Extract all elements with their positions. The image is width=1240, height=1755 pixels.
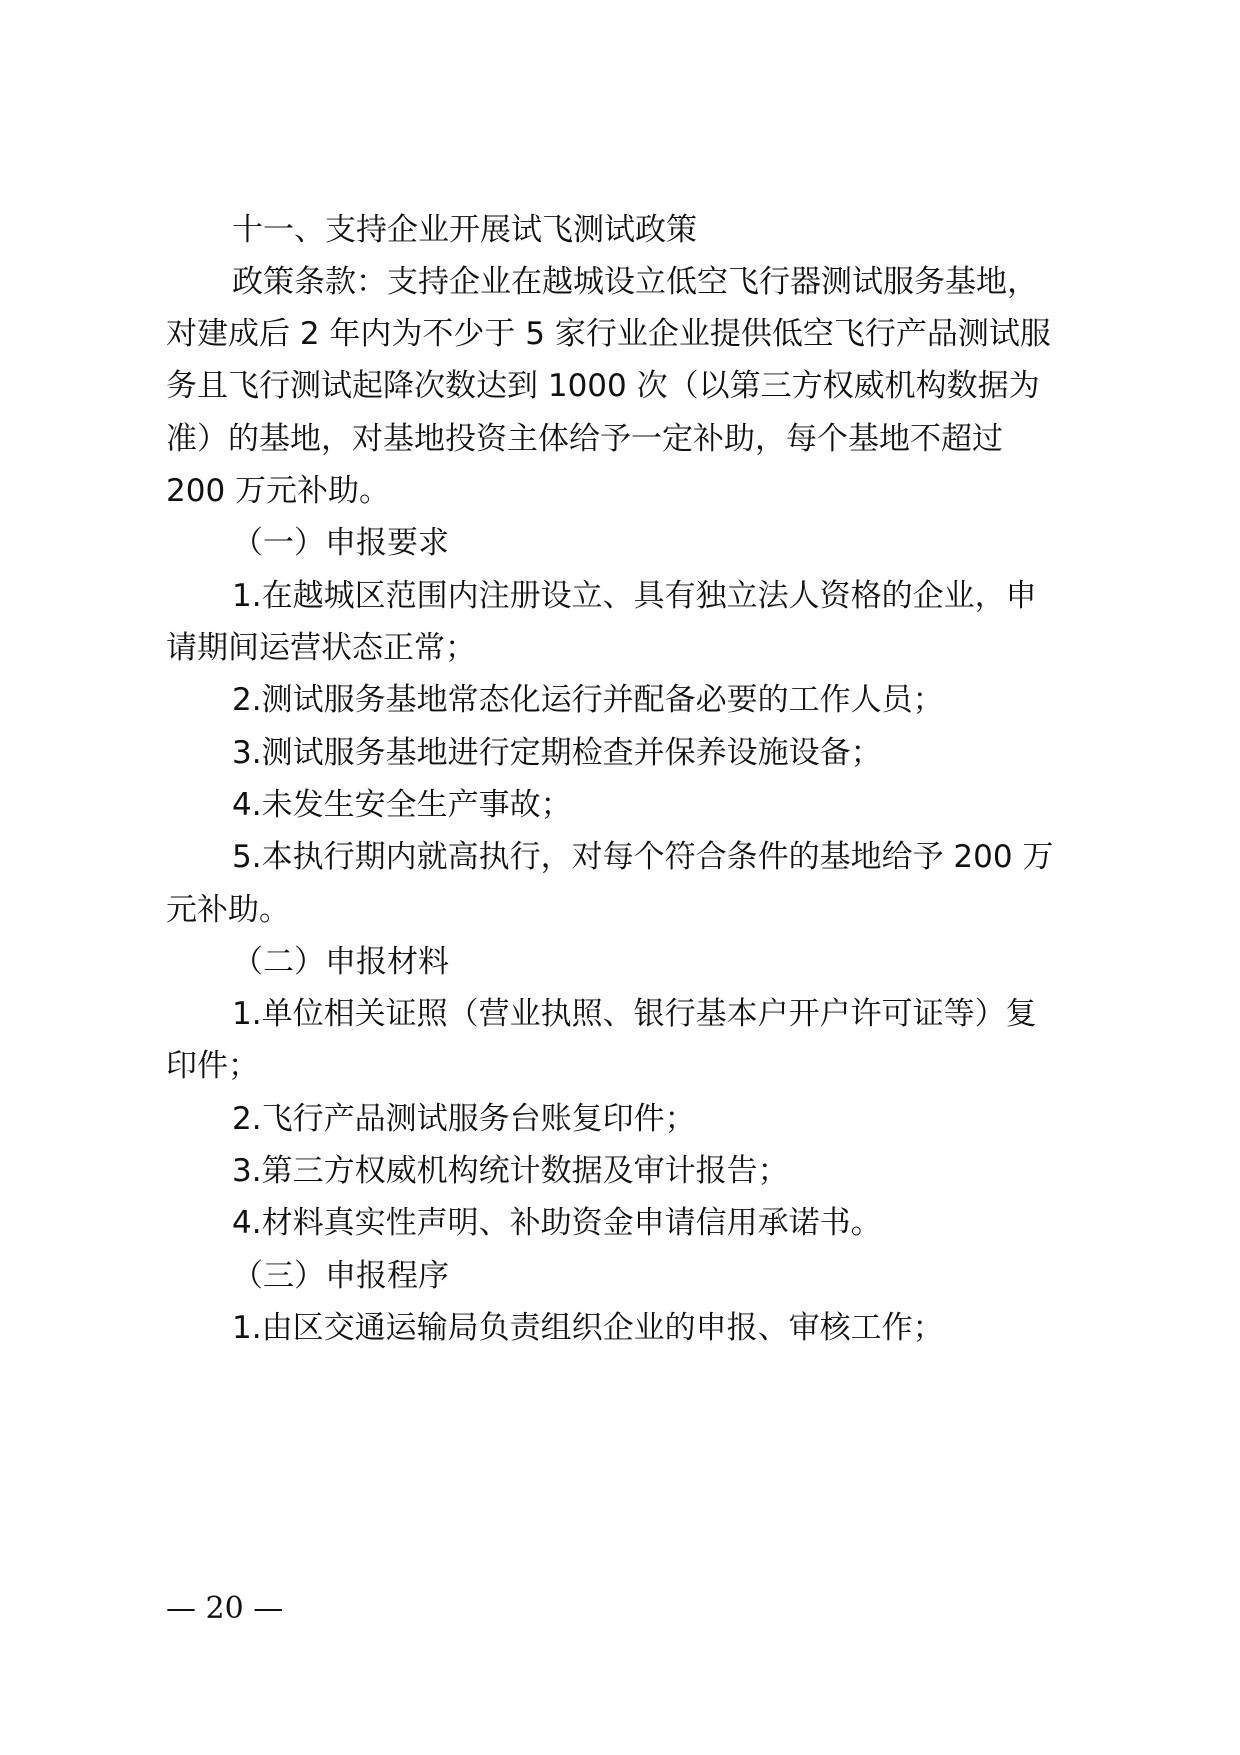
policy-line-3: 务且飞行测试起降次数达到 1000 次（以第三方权威机构数据为 [166,368,1040,404]
requirement-line-5-cont: 元补助。 [166,892,290,928]
procedure-line-1: 1.由区交通运输局负责组织企业的申报、审核工作； [232,1310,944,1346]
material-line-4: 4.材料真实性声明、补助资金申请信用承诺书。 [232,1205,882,1241]
material-line-2: 2.飞行产品测试服务台账复印件； [232,1101,696,1137]
page-number: — 20 — [166,1591,284,1626]
policy-line-1: 政策条款：支持企业在越城设立低空飞行器测试服务基地， [232,264,1038,300]
policy-line-4: 准）的基地，对基地投资主体给予一定补助，每个基地不超过 [166,421,1003,457]
material-line-3: 3.第三方权威机构统计数据及审计报告； [232,1153,789,1189]
requirement-line-2: 2.测试服务基地常态化运行并配备必要的工作人员； [232,682,944,718]
material-line-1-cont: 印件； [166,1048,259,1084]
subsection-heading-2: （二）申报材料 [232,944,449,980]
section-title: 十一、支持企业开展试飞测试政策 [232,212,697,248]
requirement-line-4: 4.未发生安全生产事故； [232,787,572,823]
material-line-1: 1.单位相关证照（营业执照、银行基本户开户许可证等）复 [232,996,1037,1032]
subsection-heading-3: （三）申报程序 [232,1258,449,1294]
requirement-line-3: 3.测试服务基地进行定期检查并保养设施设备； [232,735,882,771]
policy-line-2: 对建成后 2 年内为不少于 5 家行业企业提供低空飞行产品测试服 [166,316,1051,352]
requirement-line-1: 1.在越城区范围内注册设立、具有独立法人资格的企业，申 [232,578,1037,614]
subsection-heading-1: （一）申报要求 [232,525,449,561]
requirement-line-5: 5.本执行期内就高执行，对每个符合条件的基地给予 200 万 [232,839,1054,875]
requirement-line-1-cont: 请期间运营状态正常； [166,630,476,666]
policy-line-5: 200 万元补助。 [166,473,391,509]
